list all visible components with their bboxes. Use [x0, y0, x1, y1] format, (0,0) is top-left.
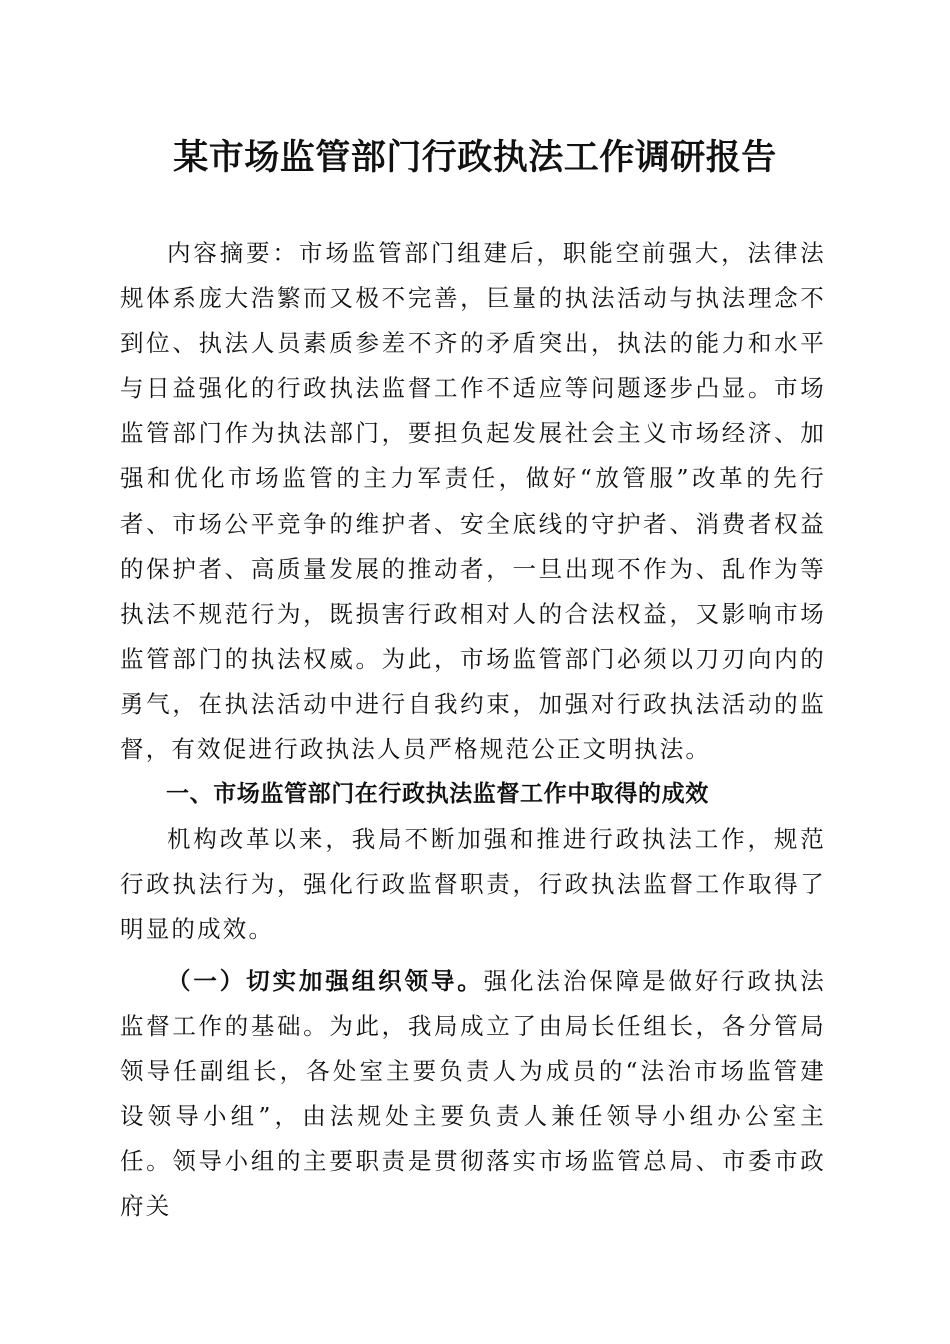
document-body [120, 231, 826, 1229]
subsection-title: （一）切实加强组织领导。 [167, 966, 484, 995]
subsection-paragraph [120, 959, 826, 1230]
section-heading: 一、市场监管部门在行政执法监督工作中取得的成效 [166, 781, 709, 808]
subsection-text: 强化法治保障是做好行政执法监督工作的基础。为此，我局成立了由局长任组长，各分管局领导任副组长，各处室主要负责人为成员的“法治市场监管建设领导小组”，由法规处主要负责人兼任领导小组办公室主任。领导小组的主要职责是贯彻落实市场监管总局、市委市政府关 [120, 966, 826, 1220]
section-intro-paragraph: 机构改革以来，我局不断加强和推进行政执法工作，规范行政执法行为，强化行政监督职责，行政执法监督工作取得了明显的成效。 [120, 825, 826, 944]
abstract-paragraph: 内容摘要：市场监管部门组建后，职能空前强大，法律法规体系庞大浩繁而又极不完善，巨量的执法活动与执法理念不到位、执法人员素质参差不齐的矛盾突出，执法的能力和水平与日益强化的行政执法监督工作不适应等问题逐步凸显。市场监管部门作为执法部门，要担负起发展社会主义市场经济、加强和优化市场监管的主力军责任，做好“放管服”改革的先行者、市场公平竞争的维护者、安全底线的守护者、消费者权益的保护者、高质量发展的推动者，一旦出现不作为、乱作为等执法不规范行为，既损害行政相对人的合法权益，又影响市场监管部门的执法权威。为此，市场监管部门必须以刀刃向内的勇气，在执法活动中进行自我约束，加强对行政执法活动的监督，有效促进行政执法人员严格规范公正文明执法。 [120, 239, 826, 764]
document-title: 某市场监管部门行政执法工作调研报告 [173, 137, 777, 178]
